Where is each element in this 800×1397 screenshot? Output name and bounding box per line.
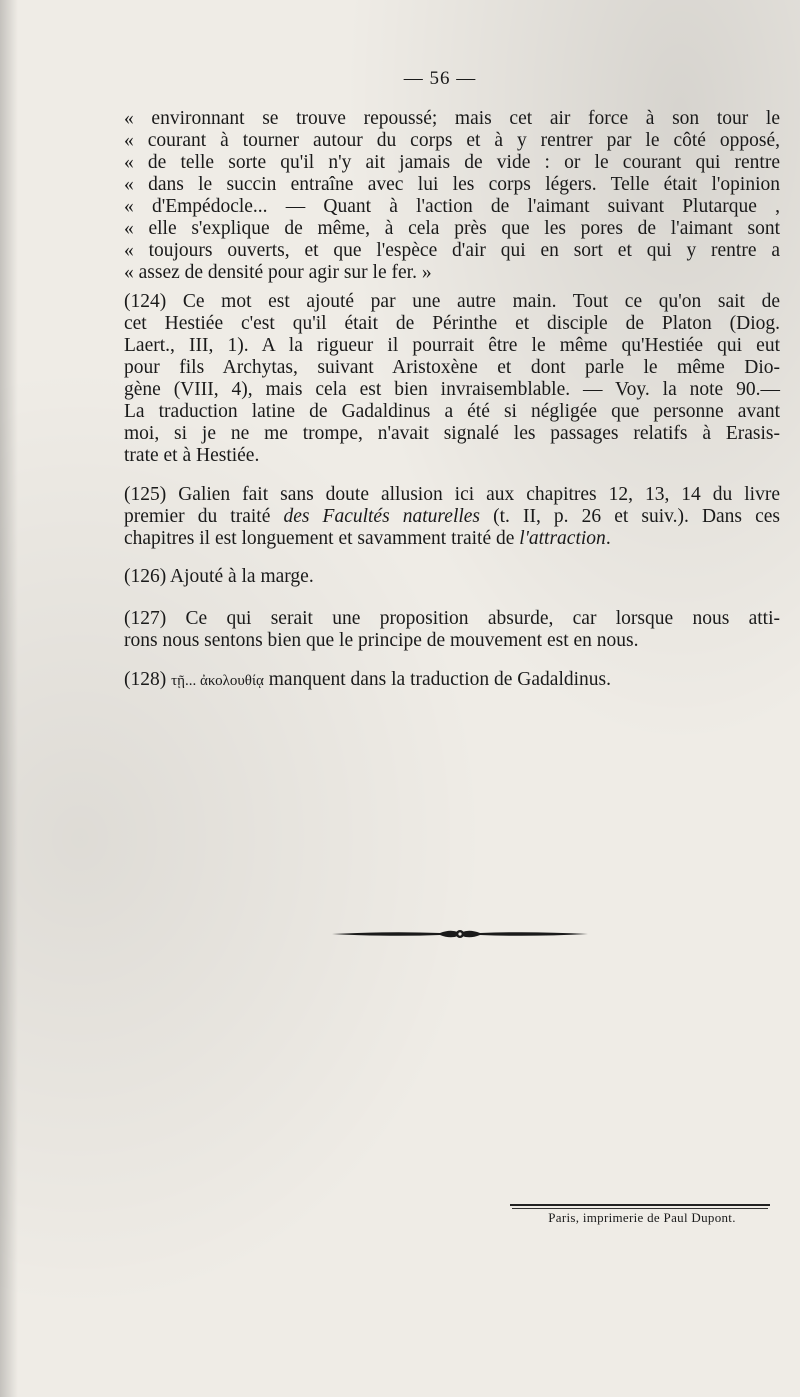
note-line: (126) Ajouté à la marge. — [124, 566, 314, 587]
book-title: des Facultés naturelles — [283, 506, 481, 527]
quote-line: « toujours ouverts, et que l'espèce d'air qui en sort et qui y rentre a — [124, 240, 780, 261]
quote-line: « assez de densité pour agir sur le fer. » — [124, 262, 432, 283]
note-line: (125) Galien fait sans doute allusion ici aux chapitres 12, 13, 14 du livre — [124, 484, 780, 505]
greek-phrase: τῇ... ἀκολουθίᾳ — [171, 673, 264, 689]
ornament-divider — [330, 924, 590, 944]
note-text: (t. II, p. 26 et suiv.). Dans ces — [480, 506, 780, 527]
quote-block — [124, 108, 780, 284]
quote-line: « courant à tourner autour du corps et à y rentrer par le côté opposé, — [124, 130, 780, 151]
note-line: La traduction latine de Gadaldinus a été si négligée que personne avant — [124, 401, 780, 422]
note-124 — [124, 291, 780, 467]
note-line: cet Hestiée c'est qu'il était de Périnthe et disciple de Platon (Diog. — [124, 313, 780, 334]
show-through-text — [120, 700, 780, 1260]
note-127 — [124, 608, 780, 652]
note-line: (124) Ce mot est ajouté par une autre main. Tout ce qu'on sait de — [124, 291, 780, 312]
emphasis-term: l'attraction — [519, 528, 606, 549]
quote-line: « dans le succin entraîne avec lui les corps légers. Telle était l'opinion — [124, 174, 780, 195]
note-line — [124, 669, 780, 692]
quote-line: « de telle sorte qu'il n'y ait jamais de vide : or le courant qui rentre — [124, 152, 780, 173]
imprint-rule — [510, 1204, 770, 1206]
note-line: rons nous sentons bien que le principe de mouvement est en nous. — [124, 630, 639, 651]
quote-line: « environnant se trouve repoussé; mais cet air force à son tour le — [124, 108, 780, 129]
note-line: Laert., III, 1). A la rigueur il pourrait être le même qu'Hestiée qui eut — [124, 335, 780, 356]
quote-line: « d'Empédocle... — Quant à l'action de l'aimant suivant Plutarque , — [124, 196, 780, 217]
note-line: moi, si je ne me trompe, n'avait signalé les passages relatifs à Erasis- — [124, 423, 780, 444]
note-line: gène (VIII, 4), mais cela est bien invraisemblable. — Voy. la note 90.— — [124, 379, 780, 400]
note-text: chapitres il est longuement et savamment traité de — [124, 528, 520, 549]
note-126 — [124, 566, 780, 588]
note-text: manquent dans la traduction de Gadaldinus. — [263, 669, 611, 690]
note-line: (127) Ce qui serait une proposition absurde, car lorsque nous atti- — [124, 608, 780, 629]
note-125 — [124, 484, 780, 550]
imprint-rule — [512, 1208, 768, 1209]
page-number: — 56 — — [403, 68, 477, 89]
note-128 — [124, 669, 780, 692]
note-line — [124, 506, 780, 528]
note-line: pour fils Archytas, suivant Aristoxène et dont parle le même Dio- — [124, 357, 780, 378]
note-text: (128) — [124, 669, 172, 690]
note-text: premier du traité — [124, 506, 284, 527]
printer-imprint: Paris, imprimerie de Paul Dupont. — [548, 1210, 736, 1225]
note-text: . — [605, 528, 611, 549]
note-line — [124, 528, 780, 550]
note-line: trate et à Hestiée. — [124, 445, 260, 466]
quote-line: « elle s'explique de même, à cela près que les pores de l'aimant sont — [124, 218, 780, 239]
